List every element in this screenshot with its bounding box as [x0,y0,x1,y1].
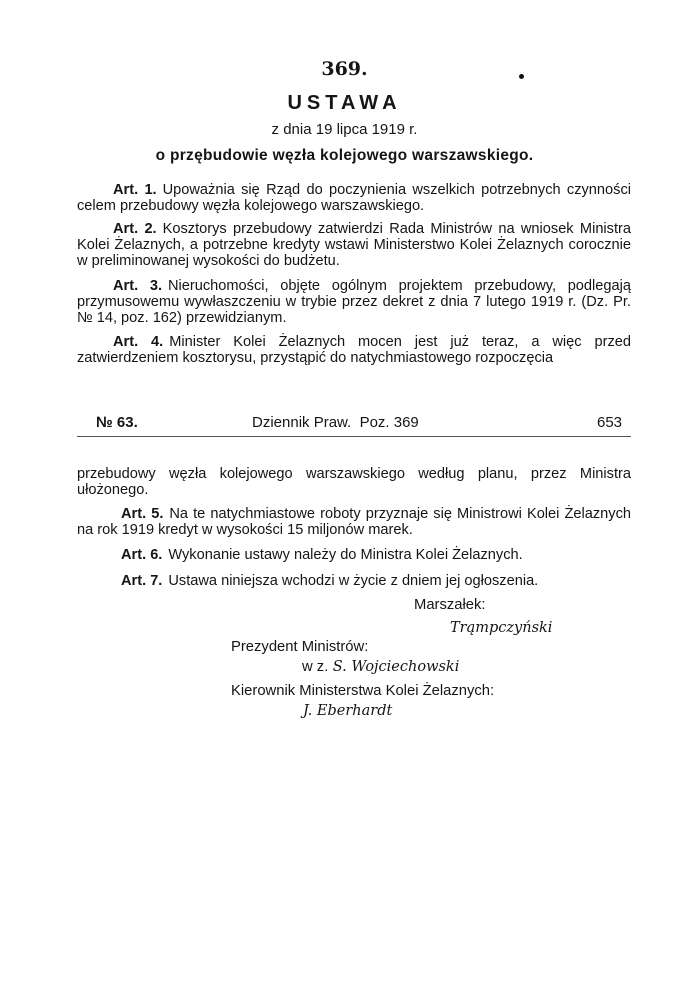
article-3 [77,278,631,326]
header-rule [77,436,631,437]
pm-signature-line [302,658,459,676]
article-text: Wykonanie ustawy należy do Ministra Kolei Żelaznych. [168,547,523,563]
article-6 [77,547,631,563]
marshal-signature: Trąmpczyński [450,620,553,636]
article-label: Art. 2. [113,221,157,237]
article-4 [77,334,631,366]
article-label: Art. 3. [113,278,162,294]
pm-label: Prezydent Ministrów: [231,639,369,655]
article-label: Art. 7. [121,573,163,589]
document-subject: o przębudowie węzła kolejowego warszawskiego. [155,147,534,164]
article-text: Minister Kolei Żelaznych mocen jest już teraz, a więc przed zatwierdzeniem kosztorysu, przystąpić do natychmiastowego rozpoczęcia [77,334,632,366]
article-text: Kosztorys przebudowy zatwierdzi Rada Ministrów na wniosek Ministra Kolei Żelaznych, a potrzebne kredyty wstawi Ministerstwo Kolei Żelaznych corocznie w preliminowanej wysokości do budżetu. [77,221,632,269]
pm-prefix: w z. [302,659,329,675]
article-1 [77,182,631,214]
article-label: Art. 6. [121,547,163,563]
page-number: 653 [597,414,623,431]
minister-signature: J. Eberhardt [303,703,393,719]
document-title: USTAWA [287,92,402,114]
journal-title [252,414,419,431]
minister-label: Kierownik Ministerstwa Kolei Żelaznych: [231,683,495,699]
continuation-text: przebudowy węzła kolejowego warszawskiego według planu, przez Ministra ułożonego. [77,466,631,498]
article-7 [77,573,631,589]
marshal-label: Marszałek: [414,597,486,613]
article-text: Nieruchomości, objęte ogólnym projektem przebudowy, podlegają przymusowemu wywłaszczeniu w trybie przez dekret z dnia 7 lutego 1919 r. (Dz. Pr. № 14, poz. 162) przewidzianym. [77,278,631,326]
document-date: z dnia 19 lipca 1919 r. [271,121,418,138]
article-label: Art. 5. [121,506,164,522]
document-number: 369. [321,58,368,80]
journal-name: Dziennik Praw. [252,414,352,431]
pm-signature: S. Wojciechowski [332,659,460,675]
article-text: Na te natychmiastowe roboty przyznaje się Ministrowi Kolei Żelaznych na rok 1919 kredyt w wysokości 15 miljonów marek. [77,506,632,538]
article-5 [77,506,631,538]
article-2 [77,221,631,269]
article-label: Art. 1. [113,182,157,198]
issue-number: № 63. [96,414,138,431]
article-text: Ustawa niniejsza wchodzi w życie z dniem jej ogłoszenia. [168,573,539,589]
ink-speck [519,74,524,79]
journal-position: Poz. 369 [359,414,419,431]
article-text: Upoważnia się Rząd do poczynienia wszelkich potrzebnych czynności celem przebudowy węzła kolejowego warszawskiego. [77,182,631,214]
article-label: Art. 4. [113,334,164,350]
